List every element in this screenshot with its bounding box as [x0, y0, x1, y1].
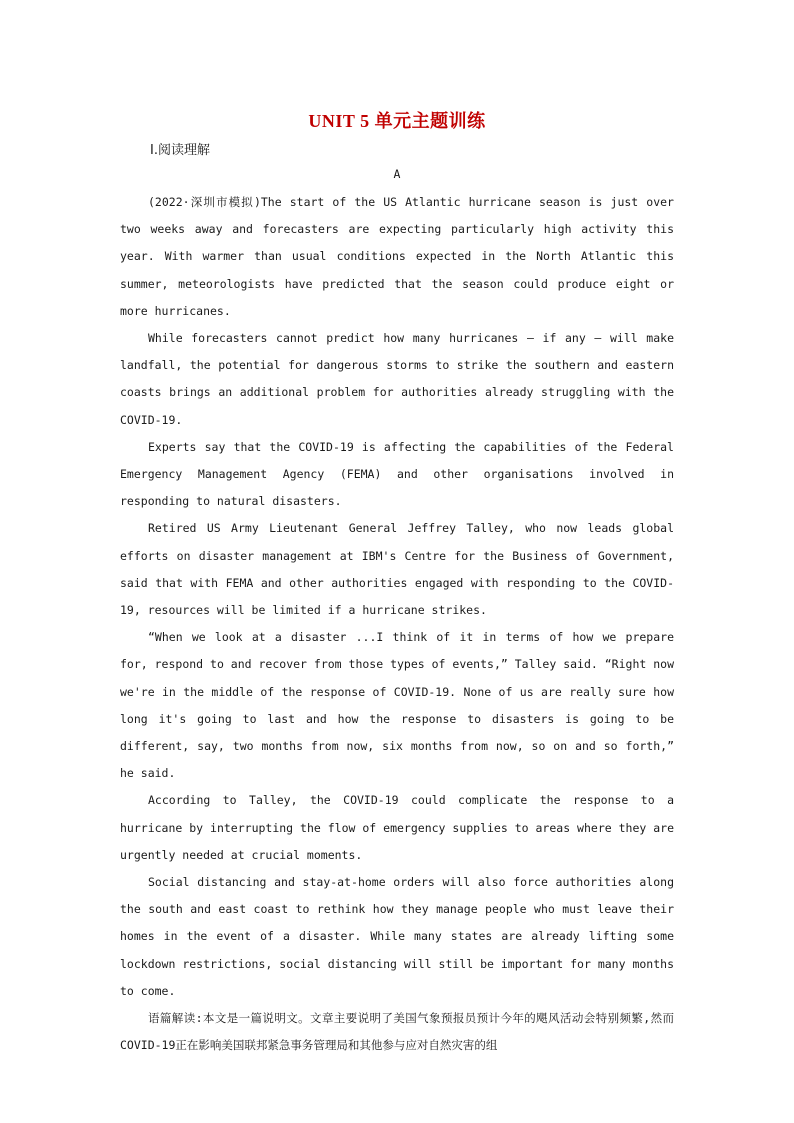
- paragraph-1: (2022·深圳市模拟)The start of the US Atlantic hurricane season is just over two weeks away and forecasters are expecting particularly high activity this year. With warmer than usual conditions expected in the North Atlantic this summer, meteorologists have predicted that the season could produce eight or more hurricanes.: [120, 195, 674, 318]
- section-heading: Ⅰ.阅读理解: [150, 143, 210, 158]
- paragraph-3: Experts say that the COVID-19 is affecting the capabilities of the Federal Emergency Management Agency (FEMA) and other organisations involved in responding to natural disasters.: [120, 439, 674, 509]
- article-body: [120, 189, 674, 1060]
- paragraph-7: Social distancing and stay-at-home orders will also force authorities along the south and east coast to rethink how they manage people who must leave their homes in the event of a disaster. While many states are already lifting some lockdown restrictions, social distancing will still be important for many months to come.: [120, 875, 674, 998]
- paragraph-5: “When we look at a disaster ...I think of it in terms of how we prepare for, respond to and recover from those types of events,” Talley said. “Right now we're in the middle of the response of COVID-19. None of us are really sure how long it's going to last and how the response to disasters is going to be different, say, two months from now, six months from now, so on and so forth,” he said.: [120, 630, 674, 781]
- paragraph-2: While forecasters cannot predict how many hurricanes — if any — will make landfall, the potential for dangerous storms to strike the southern and eastern coasts brings an additional problem for authorities already struggling with the COVID-19.: [120, 331, 674, 427]
- discourse-analysis: 语篇解读:本文是一篇说明文。文章主要说明了美国气象预报员预计今年的飓风活动会特别频繁,然而COVID-19正在影响美国联邦紧急事务管理局和其他参与应对自然灾害的组: [120, 1011, 674, 1053]
- page-title: UNIT 5 单元主题训练: [308, 111, 486, 131]
- passage-label: A: [393, 167, 401, 181]
- paragraph-4: Retired US Army Lieutenant General Jeffrey Talley, who now leads global efforts on disaster management at IBM's Centre for the Business of Government, said that with FEMA and other authorities engaged with responding to the COVID-19, resources will be limited if a hurricane strikes.: [120, 521, 674, 618]
- paragraph-6: According to Talley, the COVID-19 could complicate the response to a hurricane by interrupting the flow of emergency supplies to areas where they are urgently needed at crucial moments.: [120, 793, 674, 862]
